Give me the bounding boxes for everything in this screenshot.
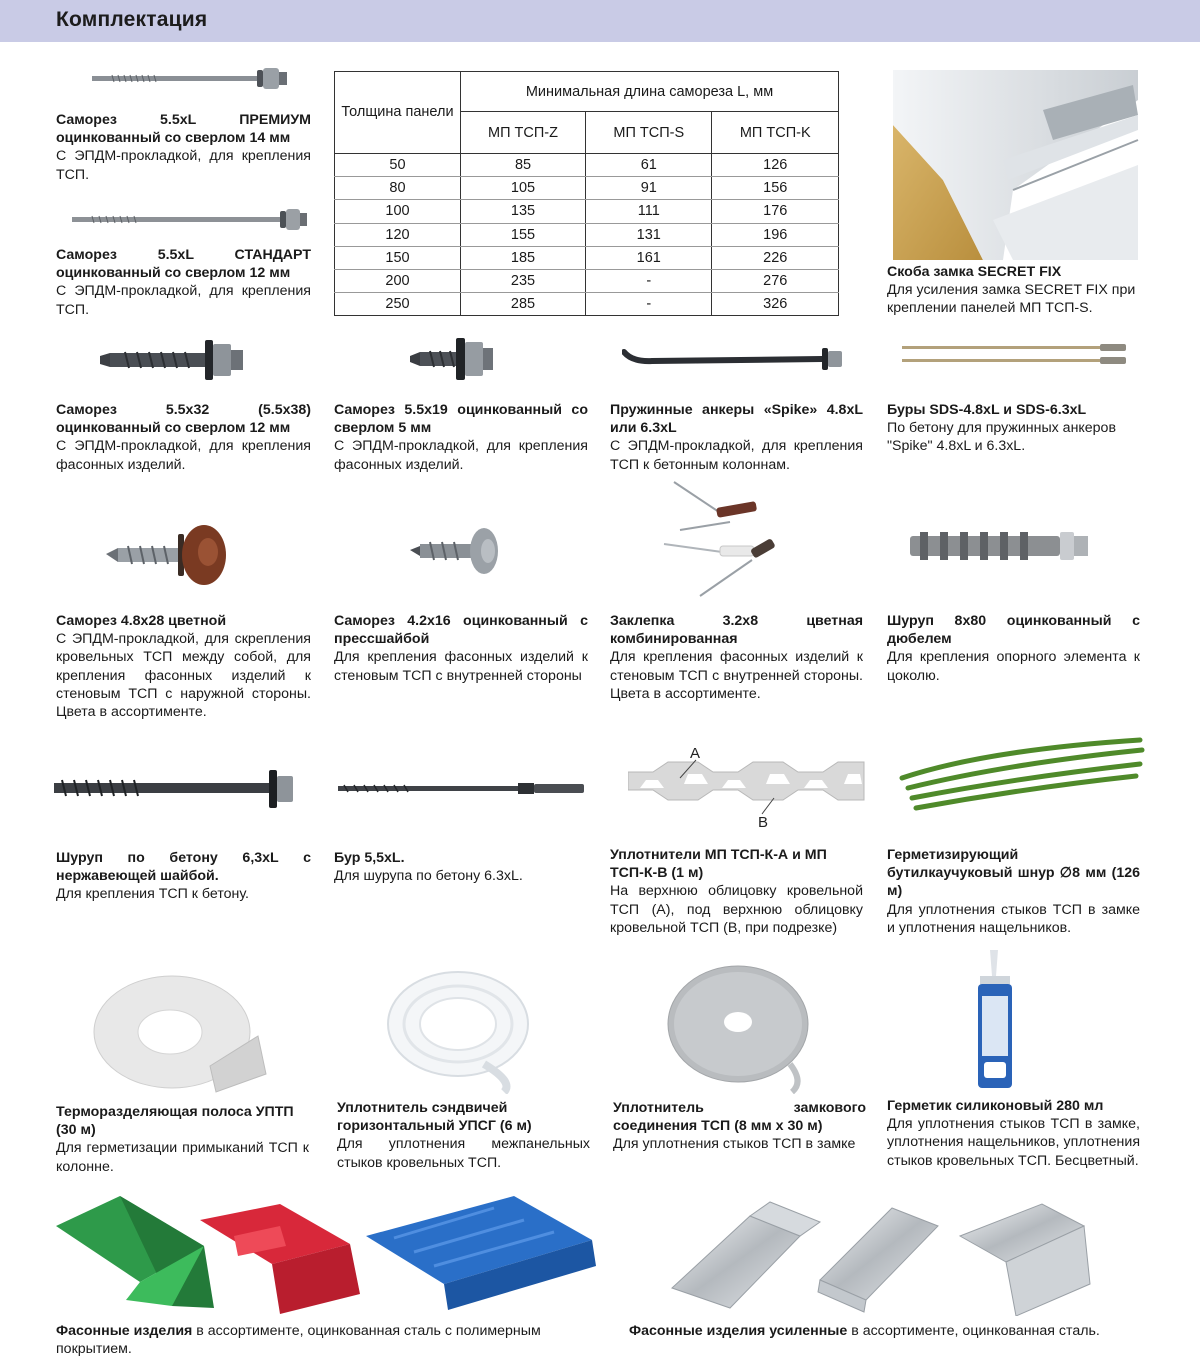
page-title: Комплектация [56,8,208,31]
item-desc: Для крепления фасонных изделий к стеновым ТСП с внутренней стороны. Цвета в ассортименте. [610,649,863,702]
screw-19-caption [334,401,588,474]
item-desc: По бетону для пружинных анкеров "Spike" 4.8xL и 6.3xL. [887,420,1116,455]
roof-seal-image [628,744,868,829]
table-row: 250 285 - 326 [335,293,839,316]
screw-standard-caption [56,246,311,319]
footer-left-title: Фасонные изделия [56,1323,193,1339]
item-desc: С ЭПДМ-прокладкой, для скрепления кровельных ТСП между собой, для крепления фасонных изделий к стеновым ТСП с наружной стороны. Цвета в ассортименте. [56,631,311,721]
item-title: Уплотнитель сэндвичей горизонтальный УПСГ (6 м) [337,1100,532,1135]
screw-length-table [334,71,839,316]
item-desc: С ЭПДМ-прокладкой, для крепления ТСП. [56,148,311,183]
reinforced-shaped-products-caption [629,1322,1149,1340]
shaped-products-caption [56,1322,576,1358]
item-title: Терморазделяющая полоса УПТП (30 м) [56,1104,294,1139]
table-group-header: Минимальная длина самореза L, мм [461,72,839,112]
item-desc: Для шурупа по бетону 6.3xL. [334,868,523,885]
item-desc: Для усиления замка SECRET FIX при креплении панелей МП ТСП-S. [887,282,1136,317]
item-title: Саморез 4.2x16 оцинкованный с прессшайбой [334,613,588,648]
lock-seal-image [664,964,814,1094]
lock-seal-caption [613,1099,866,1154]
concrete-screw-caption [56,849,311,904]
table-row-header: Толщина панели [335,72,461,154]
upsg-seal-image [384,964,534,1094]
thermal-strip-caption [56,1103,309,1176]
table-col-s: МП ТСП-S [586,112,712,154]
item-title: Пружинные анкеры «Spike» 4.8xL или 6.3xL [610,402,863,437]
item-title: Герметик силиконовый 280 мл [887,1098,1104,1114]
label-a: A [690,745,701,762]
dowel-screw-caption [887,612,1140,685]
secret-fix-caption [887,263,1140,318]
item-desc: Для крепления опорного элемента к цоколю. [887,649,1140,684]
item-desc: Для герметизации примыканий ТСП к колонне. [56,1140,309,1175]
footer-right-title: Фасонные изделия усиленные [629,1323,848,1339]
item-desc: Для крепления ТСП к бетону. [56,886,249,903]
concrete-screw-image [54,766,299,812]
item-title: Уплотнители МП ТСП-К-А и МП ТСП-К-В (1 м) [610,847,827,882]
screw-32-caption [56,401,311,474]
item-title: Саморез 5.5xL СТАНДАРТ оцинкованный со сверлом 12 мм [56,247,311,282]
rivet-caption [610,612,863,703]
reinforced-shaped-products-image [670,1196,1140,1316]
drill-bit-image [338,776,588,802]
table-row: 120 155 131 196 [335,223,839,246]
screw-standard-image [72,204,312,234]
silicone-sealant-image [970,950,1020,1090]
item-title: Саморез 5.5xL ПРЕМИУМ оцинкованный со сверлом 14 мм [56,112,311,147]
item-desc: На верхнюю облицовку кровельной ТСП (А), под верхнюю облицовку кровельной ТСП (В, при подрезке) [610,883,863,936]
page-header [0,0,1200,42]
item-desc: Для уплотнения стыков ТСП в замке и уплотнения нащельников. [887,901,1140,936]
item-desc: Для уплотнения стыков ТСП в замке, уплотнения нащельников, уплотнения стыков кровельных ТСП. Бесцветный. [887,1116,1140,1169]
silicone-sealant-caption [887,1097,1140,1170]
rivet-image [660,478,780,603]
dowel-screw-image [910,524,1095,569]
item-title: Заклепка 3.2x8 цветная комбинированная [610,613,863,648]
roof-seal-caption [610,846,863,937]
screw-premium-image [92,64,302,94]
screw-19-image [410,334,500,384]
table-col-z: МП ТСП-Z [461,112,586,154]
item-desc: С ЭПДМ-прокладкой, для крепления фасонных изделий. [56,438,311,473]
item-title: Шуруп по бетону 6,3xL с нержавеющей шайбой. [56,850,311,885]
item-title: Шуруп 8x80 оцинкованный с дюбелем [887,613,1140,648]
item-title: Саморез 5.5x19 оцинкованный со сверлом 5 мм [334,402,588,437]
butyl-cord-image [896,730,1148,815]
item-desc: С ЭПДМ-прокладкой, для крепления фасонных изделий. [334,438,588,473]
item-title: Герметизирующий бутилкаучуковый шнур ∅8 мм (126 м) [887,847,1140,900]
thermal-strip-image [92,974,272,1099]
screw-premium-caption [56,111,311,184]
table-row: 150 185 161 226 [335,246,839,269]
item-desc: Для уплотнения стыков ТСП в замке [613,1136,856,1153]
item-title: Саморез 4.8x28 цветной [56,613,227,629]
secret-fix-image [893,70,1143,260]
spike-anchor-caption [610,401,863,474]
item-desc: С ЭПДМ-прокладкой, для крепления ТСП. [56,283,311,318]
item-title: Буры SDS-4.8xL и SDS-6.3xL [887,402,1087,418]
item-title: Уплотнитель замкового соединения ТСП (8 мм х 30 м) [613,1100,866,1135]
sds-drill-caption [887,401,1140,456]
spike-anchor-image [622,342,852,372]
color-screw-image [106,520,236,590]
table-row: 50 85 61 126 [335,154,839,177]
label-b: B [758,814,769,829]
screw-32-image [100,336,250,386]
shaped-products-image [54,1196,599,1316]
table-row: 100 135 111 176 [335,200,839,223]
item-title: Скоба замка SECRET FIX [887,264,1062,280]
item-desc: Для крепления фасонных изделий к стеновым ТСП с внутренней стороны [334,649,588,684]
item-title: Саморез 5.5x32 (5.5x38) оцинкованный со сверлом 12 мм [56,402,311,437]
upsg-seal-caption [337,1099,590,1172]
item-desc: С ЭПДМ-прокладкой, для крепления ТСП к бетонным колоннам. [610,438,863,473]
sds-drill-image [900,340,1132,370]
table-col-k: МП ТСП-K [712,112,839,154]
item-title: Бур 5,5xL. [334,850,405,866]
footer-right-desc: в ассортименте, оцинкованная сталь. [847,1323,1100,1339]
butyl-cord-caption [887,846,1140,937]
drill-bit-caption [334,849,588,885]
item-desc: Для уплотнения межпанельных стыков кровельных ТСП. [337,1136,590,1171]
color-screw-caption [56,612,311,721]
footer-left-desc: в ассортименте, оцинкованная сталь с полимерным покрытием. [56,1323,541,1358]
press-washer-screw-image [410,526,505,576]
table-row: 80 105 91 156 [335,177,839,200]
press-washer-screw-caption [334,612,588,685]
table-row: 200 235 - 276 [335,269,839,292]
